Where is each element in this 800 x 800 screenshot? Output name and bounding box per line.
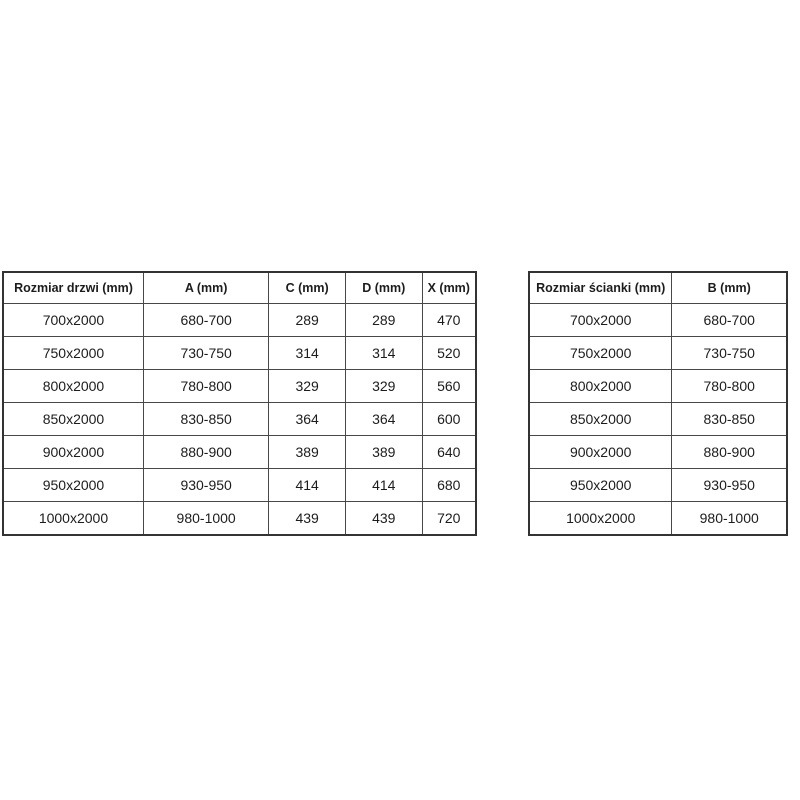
table-cell: 730-750 (672, 337, 787, 370)
table-cell: 900x2000 (3, 436, 143, 469)
table-row (3, 337, 476, 370)
table-row (3, 403, 476, 436)
table-cell: 830-850 (143, 403, 268, 436)
table-cell: 830-850 (672, 403, 787, 436)
table-cell: 880-900 (672, 436, 787, 469)
table-row (529, 304, 787, 337)
table-cell: 980-1000 (672, 502, 787, 536)
table-row (529, 436, 787, 469)
table-cell: 600 (422, 403, 476, 436)
table-cell: 680-700 (672, 304, 787, 337)
table-row (3, 370, 476, 403)
table-cell: 640 (422, 436, 476, 469)
table-cell: 850x2000 (3, 403, 143, 436)
door-size-table (2, 271, 477, 536)
table-cell: 1000x2000 (3, 502, 143, 536)
table-cell: 439 (269, 502, 346, 536)
table-cell: 700x2000 (529, 304, 672, 337)
table-cell: 750x2000 (3, 337, 143, 370)
table-row (3, 502, 476, 536)
wall-size-header-row (529, 272, 787, 304)
table-cell: 950x2000 (3, 469, 143, 502)
table-cell: 414 (269, 469, 346, 502)
column-header: C (mm) (269, 272, 346, 304)
table-row (3, 304, 476, 337)
table-cell: 289 (269, 304, 346, 337)
table-cell: 389 (269, 436, 346, 469)
table-cell: 950x2000 (529, 469, 672, 502)
table-row (529, 403, 787, 436)
table-cell: 900x2000 (529, 436, 672, 469)
table-cell: 680 (422, 469, 476, 502)
table-cell: 329 (345, 370, 422, 403)
table-cell: 930-950 (143, 469, 268, 502)
table-cell: 980-1000 (143, 502, 268, 536)
table-cell: 364 (345, 403, 422, 436)
table-cell: 364 (269, 403, 346, 436)
column-header: Rozmiar drzwi (mm) (3, 272, 143, 304)
table-cell: 730-750 (143, 337, 268, 370)
table-cell: 880-900 (143, 436, 268, 469)
table-cell: 800x2000 (529, 370, 672, 403)
table-cell: 289 (345, 304, 422, 337)
table-cell: 560 (422, 370, 476, 403)
table-row (3, 469, 476, 502)
column-header: A (mm) (143, 272, 268, 304)
table-cell: 930-950 (672, 469, 787, 502)
table-cell: 750x2000 (529, 337, 672, 370)
table-row (3, 436, 476, 469)
table-row (529, 370, 787, 403)
column-header: Rozmiar ścianki (mm) (529, 272, 672, 304)
table-cell: 314 (345, 337, 422, 370)
table-row (529, 469, 787, 502)
table-cell: 389 (345, 436, 422, 469)
column-header: X (mm) (422, 272, 476, 304)
table-cell: 680-700 (143, 304, 268, 337)
table-cell: 470 (422, 304, 476, 337)
table-cell: 439 (345, 502, 422, 536)
table-row (529, 502, 787, 536)
door-size-header-row (3, 272, 476, 304)
table-cell: 720 (422, 502, 476, 536)
table-cell: 1000x2000 (529, 502, 672, 536)
table-cell: 700x2000 (3, 304, 143, 337)
table-cell: 329 (269, 370, 346, 403)
table-cell: 850x2000 (529, 403, 672, 436)
column-header: D (mm) (345, 272, 422, 304)
wall-size-table (528, 271, 788, 536)
table-cell: 414 (345, 469, 422, 502)
column-header: B (mm) (672, 272, 787, 304)
table-cell: 314 (269, 337, 346, 370)
table-cell: 800x2000 (3, 370, 143, 403)
table-cell: 520 (422, 337, 476, 370)
table-row (529, 337, 787, 370)
table-cell: 780-800 (672, 370, 787, 403)
table-cell: 780-800 (143, 370, 268, 403)
